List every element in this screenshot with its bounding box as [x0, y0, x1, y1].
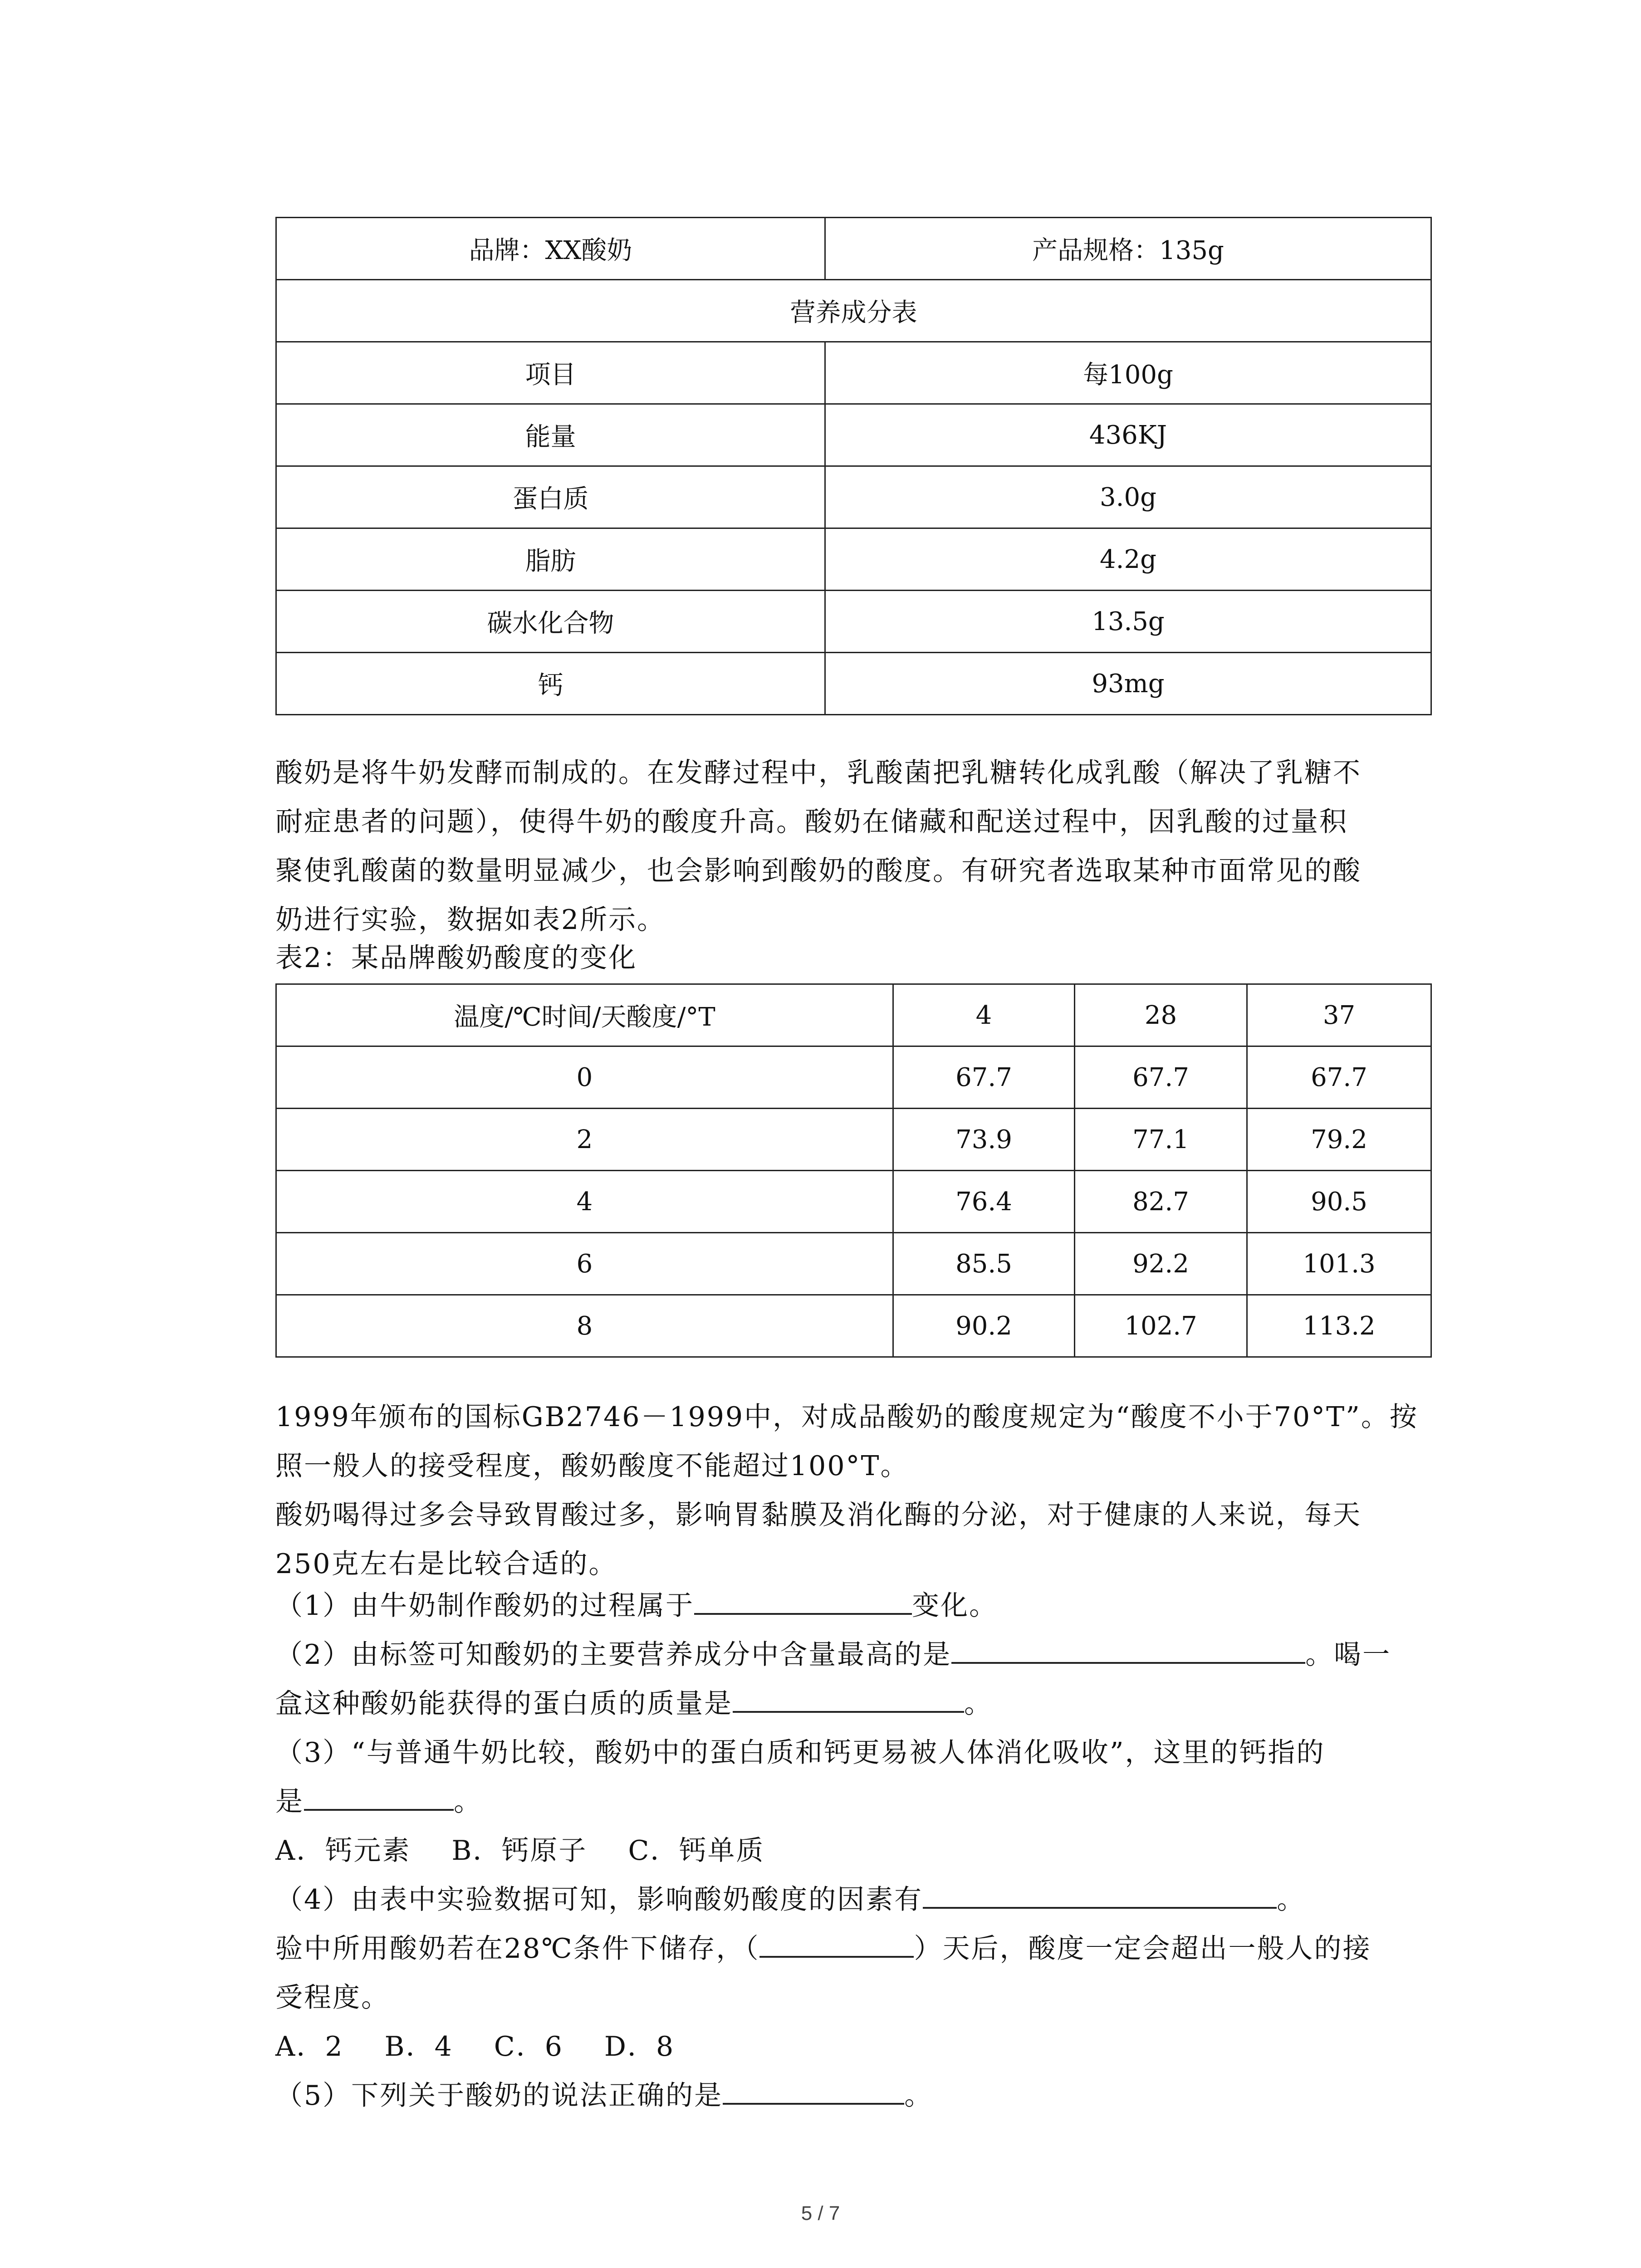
table-cell: 93mg — [825, 653, 1431, 715]
answer-blank[interactable] — [694, 1585, 912, 1615]
answer-blank[interactable] — [951, 1634, 1305, 1664]
brand-cell: 品牌：XX酸奶 — [276, 218, 825, 280]
table-row — [276, 591, 1431, 653]
text-line: 耐症患者的问题），使得牛奶的酸度升高。酸奶在储藏和配送过程中，因乳酸的过量积 — [275, 806, 1348, 838]
questions-section — [275, 1581, 1437, 2120]
text-line: 奶进行实验，数据如表2所示。 — [275, 904, 666, 936]
question-2b — [275, 1679, 1437, 1728]
question-text: （2）由标签可知酸奶的主要营养成分中含量最高的是 — [275, 1639, 952, 1671]
answer-blank[interactable] — [923, 1879, 1277, 1909]
table-row — [276, 1171, 1431, 1233]
question-2 — [275, 1630, 1437, 1679]
table-cell: 85.5 — [893, 1233, 1075, 1295]
table-header-cell: 37 — [1247, 984, 1431, 1046]
table-cell: 436KJ — [825, 404, 1431, 466]
intro-paragraph — [275, 748, 1437, 944]
question-1 — [275, 1581, 1437, 1630]
table-row — [276, 653, 1431, 715]
table-header-cell: 项目 — [276, 342, 825, 404]
table-cell: 钙 — [276, 653, 825, 715]
option-c[interactable]: C．钙单质 — [628, 1835, 765, 1867]
table-cell: 102.7 — [1075, 1295, 1247, 1357]
table-row — [276, 1295, 1431, 1357]
text-line: 1999年颁布的国标GB2746－1999中，对成品酸奶的酸度规定为“酸度不小于70°T”。按 — [275, 1401, 1418, 1433]
table-row — [276, 984, 1431, 1046]
spec-cell: 产品规格：135g — [825, 218, 1431, 280]
table-cell: 8 — [276, 1295, 893, 1357]
table-cell: 76.4 — [893, 1171, 1075, 1233]
option-c[interactable]: C．6 — [494, 2031, 563, 2063]
text-line: 酸奶是将牛奶发酵而制成的。在发酵过程中，乳酸菌把乳糖转化成乳酸（解决了乳糖不 — [275, 757, 1362, 789]
question-text: 。 — [964, 1688, 993, 1720]
table-cell: 90.5 — [1247, 1171, 1431, 1233]
acidity-table — [275, 983, 1432, 1358]
nutrition-table-title: 营养成分表 — [276, 280, 1431, 342]
table-cell: 脂肪 — [276, 528, 825, 591]
question-3b — [275, 1777, 1437, 1826]
question-text: 。 — [904, 2080, 933, 2112]
page-number: 5 / 7 — [801, 2202, 840, 2224]
question-text: ）天后，酸度一定会超出一般人的接 — [914, 1933, 1372, 1965]
option-d[interactable]: D．8 — [604, 2031, 675, 2063]
table-caption — [275, 934, 1437, 982]
table-cell: 77.1 — [1075, 1109, 1247, 1171]
table-cell: 碳水化合物 — [276, 591, 825, 653]
text-line: 聚使乳酸菌的数量明显减少，也会影响到酸奶的酸度。有研究者选取某种市面常见的酸 — [275, 855, 1362, 887]
question-text: 是 — [275, 1786, 304, 1818]
table-row — [276, 342, 1431, 404]
option-a[interactable]: A．2 — [275, 2031, 344, 2063]
table-row — [276, 1233, 1431, 1295]
table-cell: 67.7 — [1247, 1046, 1431, 1109]
table-row — [276, 528, 1431, 591]
standard-paragraph — [275, 1393, 1437, 1589]
question-text: （4）由表中实验数据可知，影响酸奶酸度的因素有 — [275, 1884, 923, 1916]
question-text: （3）“与普通牛奶比较，酸奶中的蛋白质和钙更易被人体消化吸收”，这里的钙指的 — [275, 1737, 1325, 1769]
text-line: 250克左右是比较合适的。 — [275, 1548, 617, 1580]
table-cell: 101.3 — [1247, 1233, 1431, 1295]
table-cell: 2 — [276, 1109, 893, 1171]
question-text: 。喝一 — [1305, 1639, 1391, 1671]
table-header-cell: 温度/℃时间/天酸度/°T — [276, 984, 893, 1046]
table-cell: 3.0g — [825, 466, 1431, 528]
table-cell: 蛋白质 — [276, 466, 825, 528]
question-4-options — [275, 2022, 1437, 2071]
table-cell: 4.2g — [825, 528, 1431, 591]
option-b[interactable]: B．4 — [384, 2031, 453, 2063]
question-5 — [275, 2071, 1437, 2120]
question-4b — [275, 1924, 1437, 1973]
table-cell: 79.2 — [1247, 1109, 1431, 1171]
question-text: 受程度。 — [275, 1982, 390, 2014]
question-text: （5）下列关于酸奶的说法正确的是 — [275, 2080, 723, 2112]
question-text: 验中所用酸奶若在28℃条件下储存，（ — [275, 1933, 760, 1965]
table-cell: 13.5g — [825, 591, 1431, 653]
answer-blank[interactable] — [759, 1928, 914, 1958]
table-cell: 67.7 — [1075, 1046, 1247, 1109]
table-row — [276, 1046, 1431, 1109]
table-cell: 82.7 — [1075, 1171, 1247, 1233]
table-row — [276, 218, 1431, 280]
question-text: （1）由牛奶制作酸奶的过程属于 — [275, 1590, 695, 1622]
table-header-cell: 每100g — [825, 342, 1431, 404]
table-cell: 92.2 — [1075, 1233, 1247, 1295]
table-cell: 0 — [276, 1046, 893, 1109]
table-cell: 6 — [276, 1233, 893, 1295]
question-text: 盒这种酸奶能获得的蛋白质的质量是 — [275, 1688, 733, 1720]
table-row — [276, 280, 1431, 342]
answer-blank[interactable] — [723, 2075, 904, 2105]
question-3-options — [275, 1826, 1437, 1875]
table-header-cell: 28 — [1075, 984, 1247, 1046]
table-row — [276, 466, 1431, 528]
option-b[interactable]: B．钙原子 — [451, 1835, 588, 1867]
question-text: 变化。 — [912, 1590, 998, 1622]
acidity-table-caption: 表2：某品牌酸奶酸度的变化 — [275, 942, 637, 974]
table-row — [276, 1109, 1431, 1171]
table-cell: 90.2 — [893, 1295, 1075, 1357]
option-a[interactable]: A．钙元素 — [275, 1835, 411, 1867]
question-3 — [275, 1728, 1437, 1777]
text-line: 酸奶喝得过多会导致胃酸过多，影响胃黏膜及消化酶的分泌，对于健康的人来说，每天 — [275, 1499, 1362, 1531]
text-line: 照一般人的接受程度，酸奶酸度不能超过100°T。 — [275, 1450, 909, 1482]
question-4 — [275, 1875, 1437, 1924]
question-4c — [275, 1973, 1437, 2022]
nutrition-table — [275, 217, 1432, 715]
table-cell: 67.7 — [893, 1046, 1075, 1109]
answer-blank[interactable] — [733, 1683, 964, 1713]
table-header-cell: 4 — [893, 984, 1075, 1046]
question-text: 。 — [1277, 1884, 1306, 1916]
table-cell: 73.9 — [893, 1109, 1075, 1171]
table-cell: 能量 — [276, 404, 825, 466]
question-text: 。 — [454, 1786, 482, 1818]
table-cell: 113.2 — [1247, 1295, 1431, 1357]
table-cell: 4 — [276, 1171, 893, 1233]
answer-blank[interactable] — [304, 1781, 454, 1811]
table-row — [276, 404, 1431, 466]
